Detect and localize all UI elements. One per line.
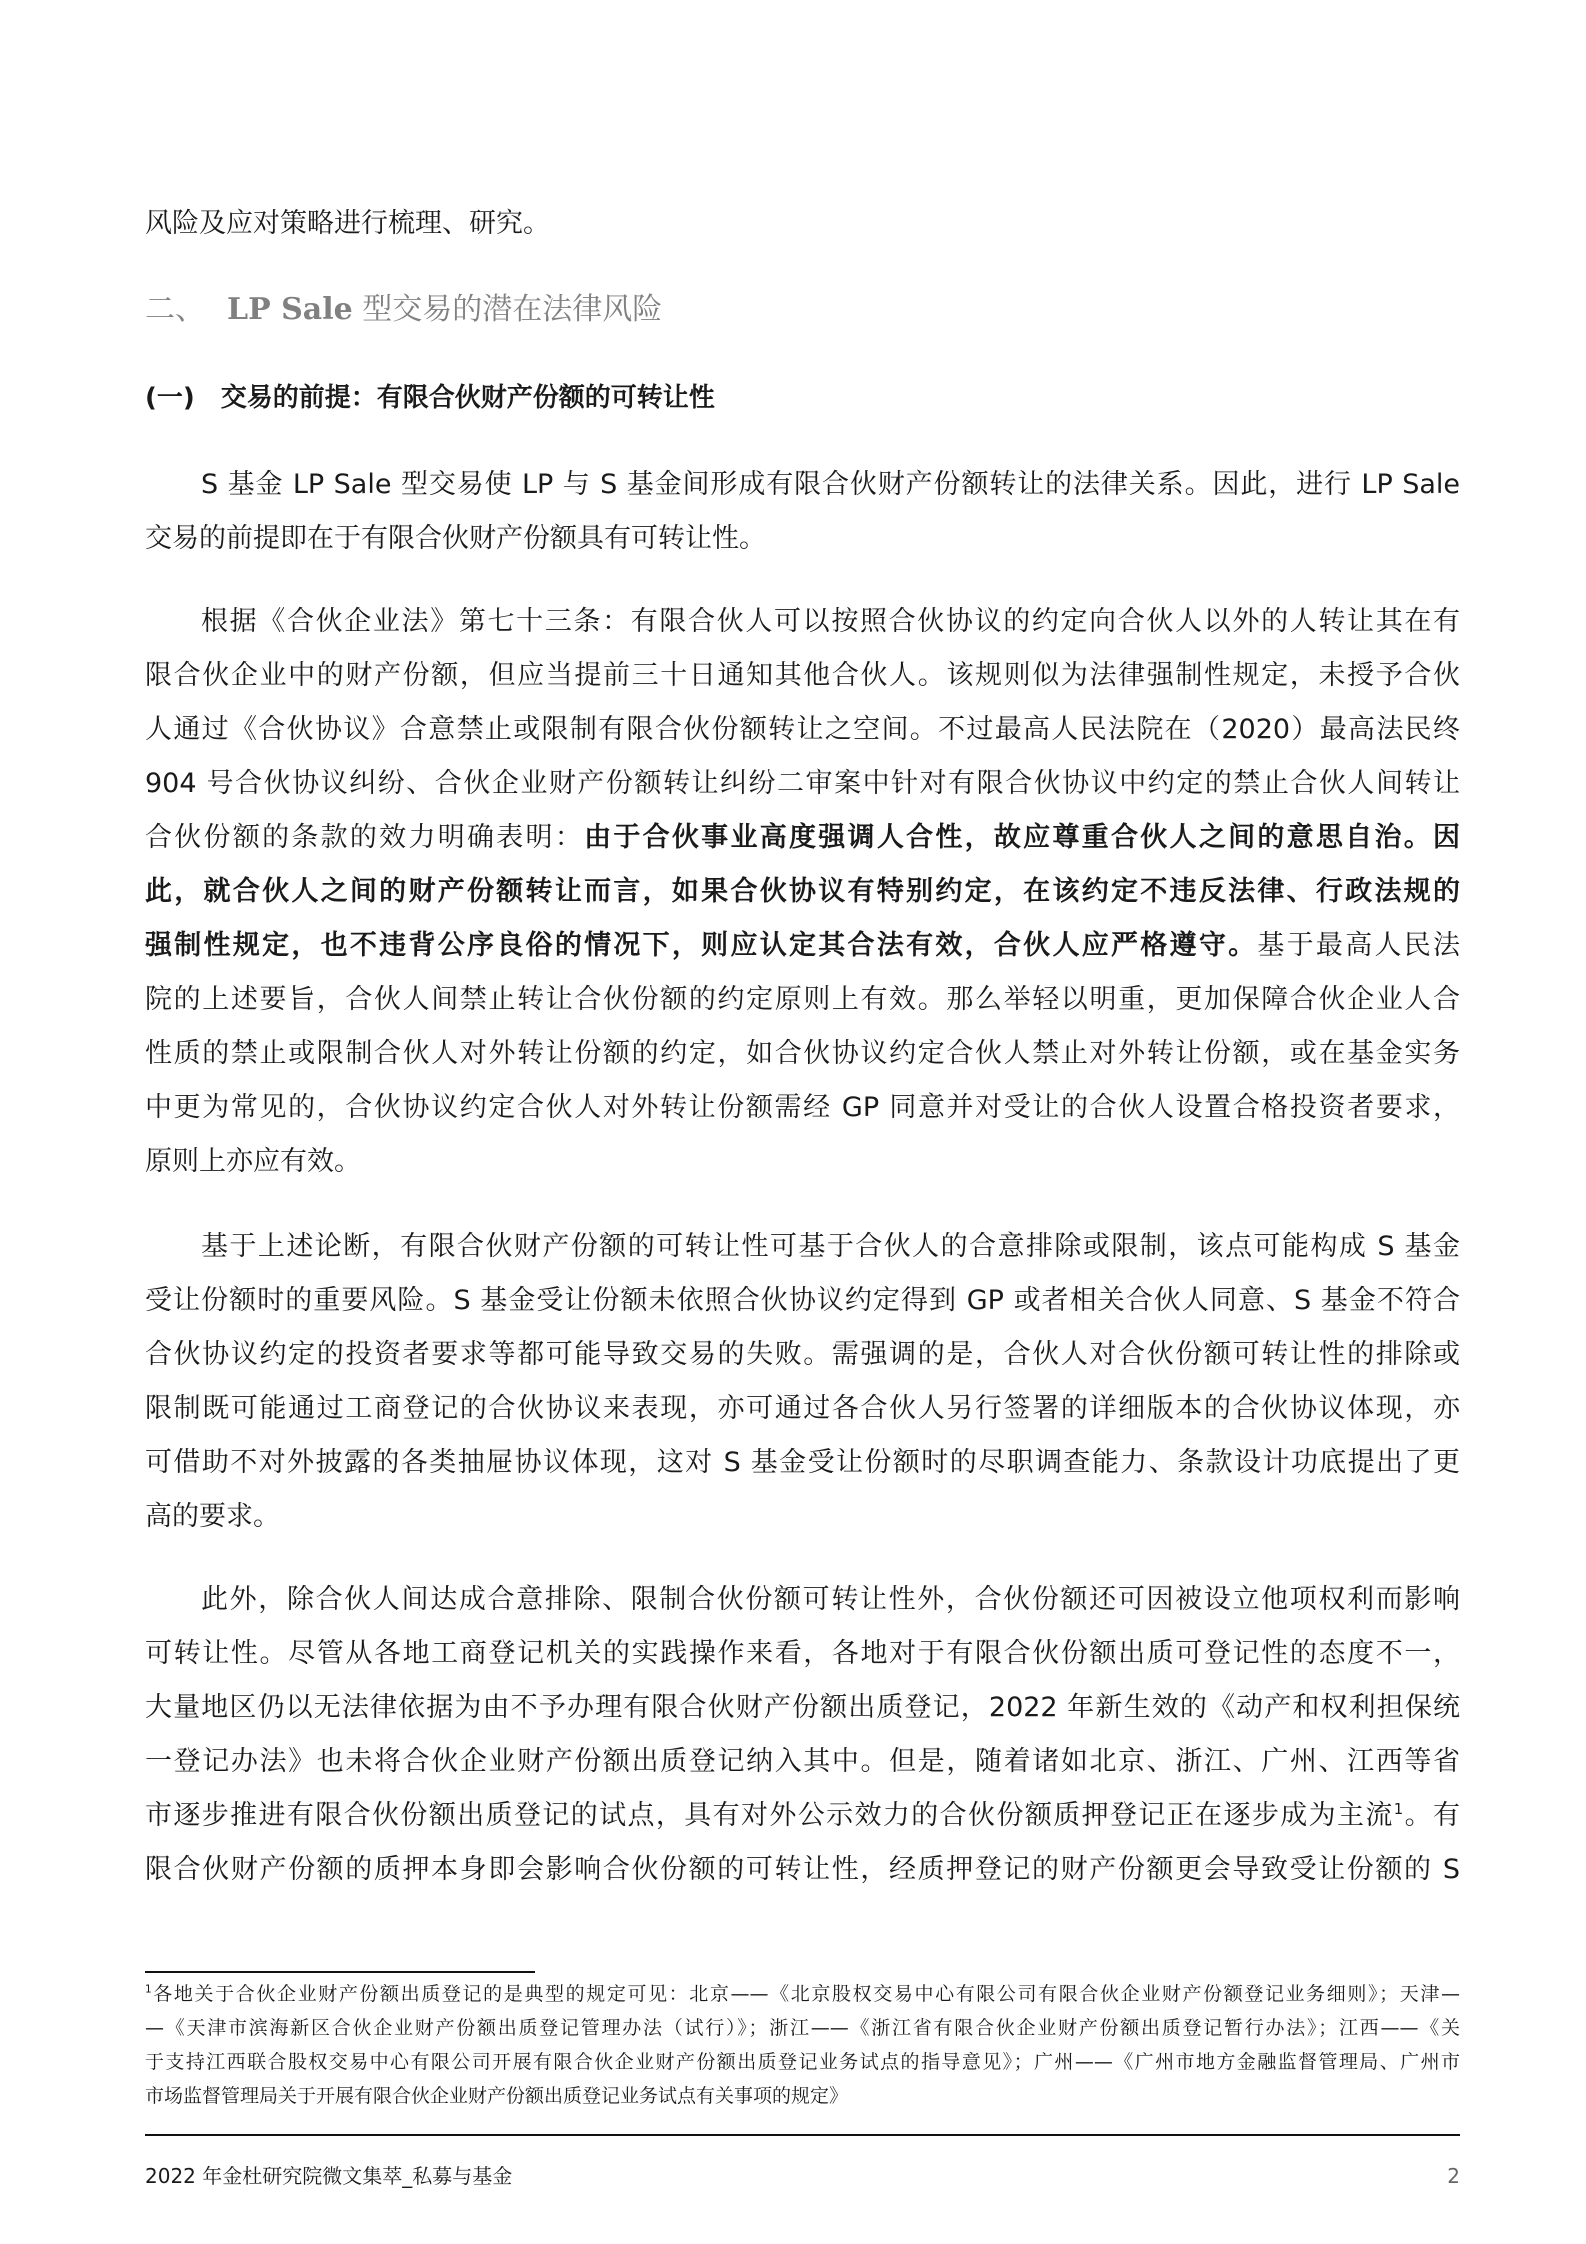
bold-text: 由于合伙事业高度强调人合性，故应尊重合伙人之间的意思自治。因 [584,822,1461,853]
text-run: 院的上述要旨，合伙人间禁止转让合伙份额的约定原则上有效。那么举轻以明重，更加保障合伙企业人合 [145,984,1460,1015]
text-run: 可转让性。尽管从各地工商登记机关的实践操作来看，各地对于有限合伙份额出质可登记性的态度不一， [145,1638,1460,1669]
paragraph [145,1220,1460,1544]
paragraph [145,458,1460,566]
paragraph [145,595,1460,1189]
intro-text [145,197,1460,251]
text-run: 受让份额时的重要风险。S 基金受让份额未依照合伙协议约定得到 GP 或者相关合伙人同意、S 基金不符合 [145,1285,1460,1316]
text-run: 大量地区仍以无法律依据为由不予办理有限合伙财产份额出质登记，2022 年新生效的《动产和权利担保统 [145,1692,1460,1723]
text-line [145,1681,1460,1735]
text-run: 。有 [1403,1800,1460,1831]
text-line [145,811,1460,865]
text-line [145,865,1460,919]
page-footer [145,2160,1460,2192]
text-line [145,1328,1460,1382]
text-line [145,1627,1460,1681]
text-line [145,1382,1460,1436]
text-run: 合伙协议约定的投资者要求等都可能导致交易的失败。需强调的是，合伙人对合伙份额可转让性的排除或 [145,1339,1460,1370]
text-line [145,1490,1460,1544]
text-line [145,1220,1460,1274]
text-line [145,649,1460,703]
subsection-heading [145,378,1460,418]
text-line [145,1735,1460,1789]
footnote-separator [145,1971,535,1973]
page-number: 2 [1447,2164,1460,2188]
text-run: —《天津市滨海新区合伙企业财产份额出质登记管理办法（试行）》；浙江——《浙江省有限合伙企业财产份额出质登记暂行办法》；江西——《关 [145,2017,1460,2039]
text-run: 原则上亦应有效。 [145,1146,361,1177]
section-heading [145,290,1460,330]
text-run: 此外，除合伙人间达成合意排除、限制合伙份额可转让性外，合伙份额还可因被设立他项权利而影响 [201,1584,1460,1615]
text-run: 于支持江西联合股权交易中心有限公司开展有限合伙企业财产份额出质登记业务试点的指导意见》；广州——《广州市地方金融监督管理局、广州市 [145,2051,1460,2073]
section-heading-text: 型交易的潜在法律风险 [352,292,663,327]
text-line [145,512,1460,566]
text-line [145,1977,1460,2011]
text-run: 合伙份额的条款的效力明确表明： [145,822,585,853]
text-line [145,1081,1460,1135]
text-run: 限合伙财产份额的质押本身即会影响合伙份额的可转让性，经质押登记的财产份额更会导致受让份额的 S [145,1854,1460,1885]
footnote-ref: 1 [1393,1800,1404,1818]
text-run: 基于上述论断，有限合伙财产份额的可转让性可基于合伙人的合意排除或限制，该点可能构成 S 基金 [201,1231,1460,1262]
text-line [145,1135,1460,1189]
text-run: 基于最高人民法 [1257,930,1461,961]
text-run: 市逐步推进有限合伙份额出质登记的试点，具有对外公示效力的合伙份额质押登记正在逐步成为主流 [145,1800,1394,1831]
text-line [145,1573,1460,1627]
text-run: 限制既可能通过工商登记的合伙协议来表现，亦可通过各合伙人另行签署的详细版本的合伙协议体现，亦 [145,1393,1460,1424]
footer-title: 2022 年金杜研究院微文集萃_私募与基金 [145,2164,513,2188]
text-line [145,1274,1460,1328]
text-line [145,919,1460,973]
footnotes [145,1977,1460,2113]
subsection-heading-text: 交易的前提：有限合伙财产份额的可转让性 [220,383,715,413]
section-heading-lp: LP Sale [227,292,353,327]
text-run: 人通过《合伙协议》合意禁止或限制有限合伙份额转让之空间。不过最高人民法院在（2020）最高法民终 [145,714,1460,745]
text-line [145,458,1460,512]
text-run: 市场监督管理局关于开展有限合伙企业财产份额出质登记业务试点有关事项的规定》 [145,2085,849,2107]
footnote-ref: 1 [145,1983,152,1996]
text-line [145,973,1460,1027]
text-run: 风险及应对策略进行梳理、研究。 [145,208,550,239]
text-line [145,2079,1460,2113]
text-line [145,2011,1460,2045]
text-run: 性质的禁止或限制合伙人对外转让份额的约定，如合伙协议约定合伙人禁止对外转让份额，或在基金实务 [145,1038,1460,1069]
text-line [145,595,1460,649]
text-run: 高的要求。 [145,1501,280,1532]
text-run: 中更为常见的，合伙协议约定合伙人对外转让份额需经 GP 同意并对受让的合伙人设置合格投资者要求， [145,1092,1460,1123]
text-line [145,197,1460,251]
paragraph [145,1573,1460,1897]
bold-text: 此，就合伙人之间的财产份额转让而言，如果合伙协议有特别约定，在该约定不违反法律、行政法规的 [145,876,1460,907]
section-number: 二、 [145,292,205,327]
text-line [145,2045,1460,2079]
text-line [145,757,1460,811]
text-line [145,1789,1460,1843]
text-run: 限合伙企业中的财产份额，但应当提前三十日通知其他合伙人。该规则似为法律强制性规定，未授予合伙 [145,660,1460,691]
bold-text: 强制性规定，也不违背公序良俗的情况下，则应认定其合法有效，合伙人应严格遵守。 [145,930,1258,961]
text-run: 交易的前提即在于有限合伙财产份额具有可转让性。 [145,523,766,554]
subsection-number: (一) [145,383,195,413]
text-run: 904 号合伙协议纠纷、合伙企业财产份额转让纠纷二审案中针对有限合伙协议中约定的禁止合伙人间转让 [145,768,1460,799]
text-line [145,1027,1460,1081]
text-line [145,703,1460,757]
text-run: 可借助不对外披露的各类抽屉协议体现，这对 S 基金受让份额时的尽职调查能力、条款设计功底提出了更 [145,1447,1460,1478]
text-run: 根据《合伙企业法》第七十三条：有限合伙人可以按照合伙协议的约定向合伙人以外的人转让其在有 [201,606,1460,637]
text-line [145,1436,1460,1490]
text-run: 各地关于合伙企业财产份额出质登记的是典型的规定可见：北京——《北京股权交易中心有限公司有限合伙企业财产份额登记业务细则》；天津— [151,1983,1460,2005]
footer-divider [145,2134,1460,2136]
text-line [145,1843,1460,1897]
text-run: S 基金 LP Sale 型交易使 LP 与 S 基金间形成有限合伙财产份额转让的法律关系。因此，进行 LP Sale [201,469,1460,500]
text-run: 一登记办法》也未将合伙企业财产份额出质登记纳入其中。但是，随着诸如北京、浙江、广州、江西等省 [145,1746,1460,1777]
